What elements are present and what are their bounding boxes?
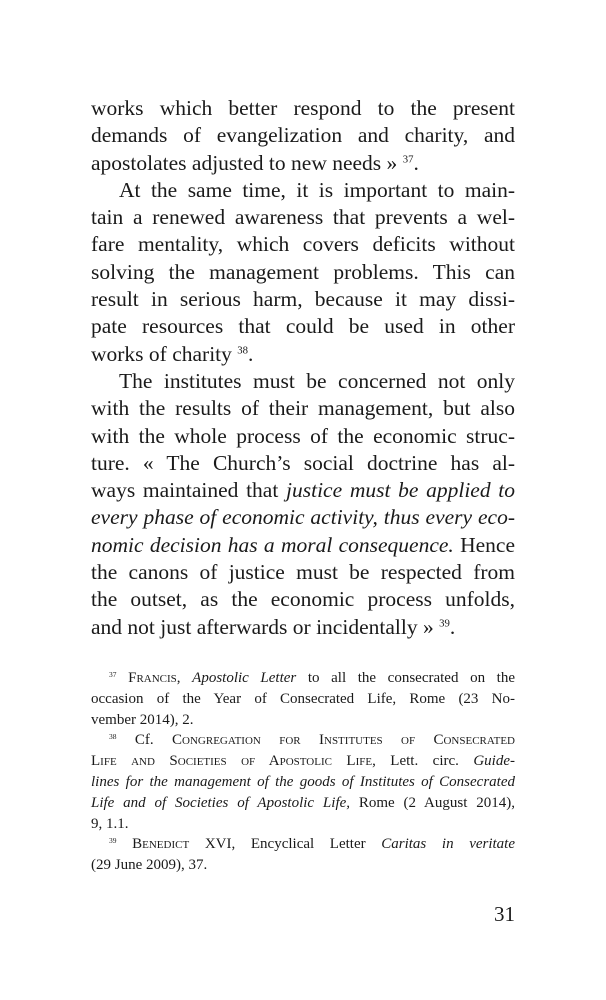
text-run: the outset, as the economic process unfolds, (91, 587, 515, 612)
footnote-line (91, 668, 515, 689)
text-run: . (248, 341, 254, 366)
text-run: result in serious harm, because it may dissi- (91, 287, 515, 312)
text-run: The institutes must be concerned not only (119, 368, 515, 393)
text-line (91, 532, 515, 559)
text-line (91, 586, 515, 613)
text-run: and not just afterwards or incidentally » (91, 614, 440, 639)
text-run: pate resources that could be used in other (91, 314, 515, 339)
text-run: Caritas in veritate (381, 836, 516, 853)
text-line (91, 504, 515, 531)
footnote-line (91, 730, 515, 751)
text-run: Apostolic Letter (192, 670, 297, 686)
body-text (91, 95, 515, 641)
footnote-line (91, 814, 515, 835)
text-run: every phase of economic activity, thus every eco- (91, 505, 515, 530)
text-line (91, 450, 515, 477)
text-run: vember 2014), 2. (91, 711, 194, 728)
footnote-reference: 39 (109, 836, 117, 846)
text-run: Benedict (132, 836, 190, 853)
text-run: Rome (2 August 2014), (350, 794, 515, 811)
text-run: solving the management problems. This can (91, 259, 515, 284)
text-run: ture. « The Church’s social doctrine has al- (91, 450, 515, 475)
text-line (91, 150, 515, 177)
text-run: Life and of Societies of Apostolic Life, (91, 794, 351, 811)
text-run: 9, 1.1. (91, 815, 129, 832)
text-run: Guide- (473, 753, 515, 770)
text-line (91, 204, 515, 231)
text-line (91, 259, 515, 286)
text-run: XVI, Encyclical Letter (189, 836, 382, 853)
text-run: . (449, 614, 456, 639)
text-run: works of charity (91, 341, 238, 366)
text-line (91, 122, 515, 149)
footnote-reference: 38 (237, 344, 249, 357)
text-run: Cf. (116, 732, 173, 749)
text-line (91, 423, 515, 450)
text-run: lines for the management of the goods of Institutes of Consecrated (91, 773, 515, 790)
text-run: with the results of their management, but also (91, 396, 515, 421)
text-line (91, 177, 515, 204)
text-run: At the same time, it is important to main- (119, 177, 515, 202)
text-run: , Lett. circ. (372, 753, 474, 770)
footnote-line (91, 793, 515, 814)
text-run: Congregation for Institutes of Consecrated (172, 732, 515, 749)
text-line (91, 286, 515, 313)
footnote-line (91, 855, 515, 876)
text-line (91, 368, 515, 395)
footnote-line (91, 689, 515, 710)
text-run: tain a renewed awareness that prevents a wel- (91, 205, 515, 230)
footnote-line (91, 772, 515, 793)
page-number: 31 (494, 902, 515, 926)
text-line (91, 477, 515, 504)
text-line (91, 341, 515, 368)
footnote-reference: 38 (109, 732, 117, 742)
text-run: occasion of the Year of Consecrated Life, Rome (23 No- (91, 690, 515, 707)
footnote-line (91, 710, 515, 731)
footnote-line (91, 834, 515, 855)
text-line (91, 614, 515, 641)
text-run: . (413, 150, 419, 175)
text-run: justice must be applied to (286, 478, 516, 503)
text-run: Francis (128, 670, 177, 686)
footnotes (91, 668, 515, 876)
text-line (91, 313, 515, 340)
text-run: , (176, 670, 193, 686)
text-run: the canons of justice must be respected from (91, 560, 515, 585)
text-run: demands of evangelization and charity, and (91, 123, 515, 148)
footnote-reference: 39 (439, 617, 450, 630)
footnote-reference: 37 (109, 669, 117, 679)
text-run: nomic decision has a moral consequence. (91, 532, 454, 557)
text-run: (29 June 2009), 37. (91, 857, 208, 874)
text-line (91, 231, 515, 258)
text-run: works which better respond to the present (91, 96, 515, 120)
text-run: apostolates adjusted to new needs » (91, 150, 403, 175)
text-run: Life and Societies of Apostolic Life (91, 753, 373, 770)
text-run: ways maintained that (91, 478, 287, 503)
text-run: with the whole process of the economic struc- (91, 423, 515, 448)
text-run: fare mentality, which covers deficits without (91, 232, 515, 257)
text-line (91, 559, 515, 586)
text-run: to all the consecrated on the (296, 670, 516, 686)
footnote-line (91, 751, 515, 772)
text-line (91, 95, 515, 122)
text-run (117, 836, 133, 852)
footnote-reference: 37 (402, 153, 414, 166)
text-run (117, 670, 129, 686)
text-run: Hence (453, 532, 516, 557)
text-line (91, 395, 515, 422)
